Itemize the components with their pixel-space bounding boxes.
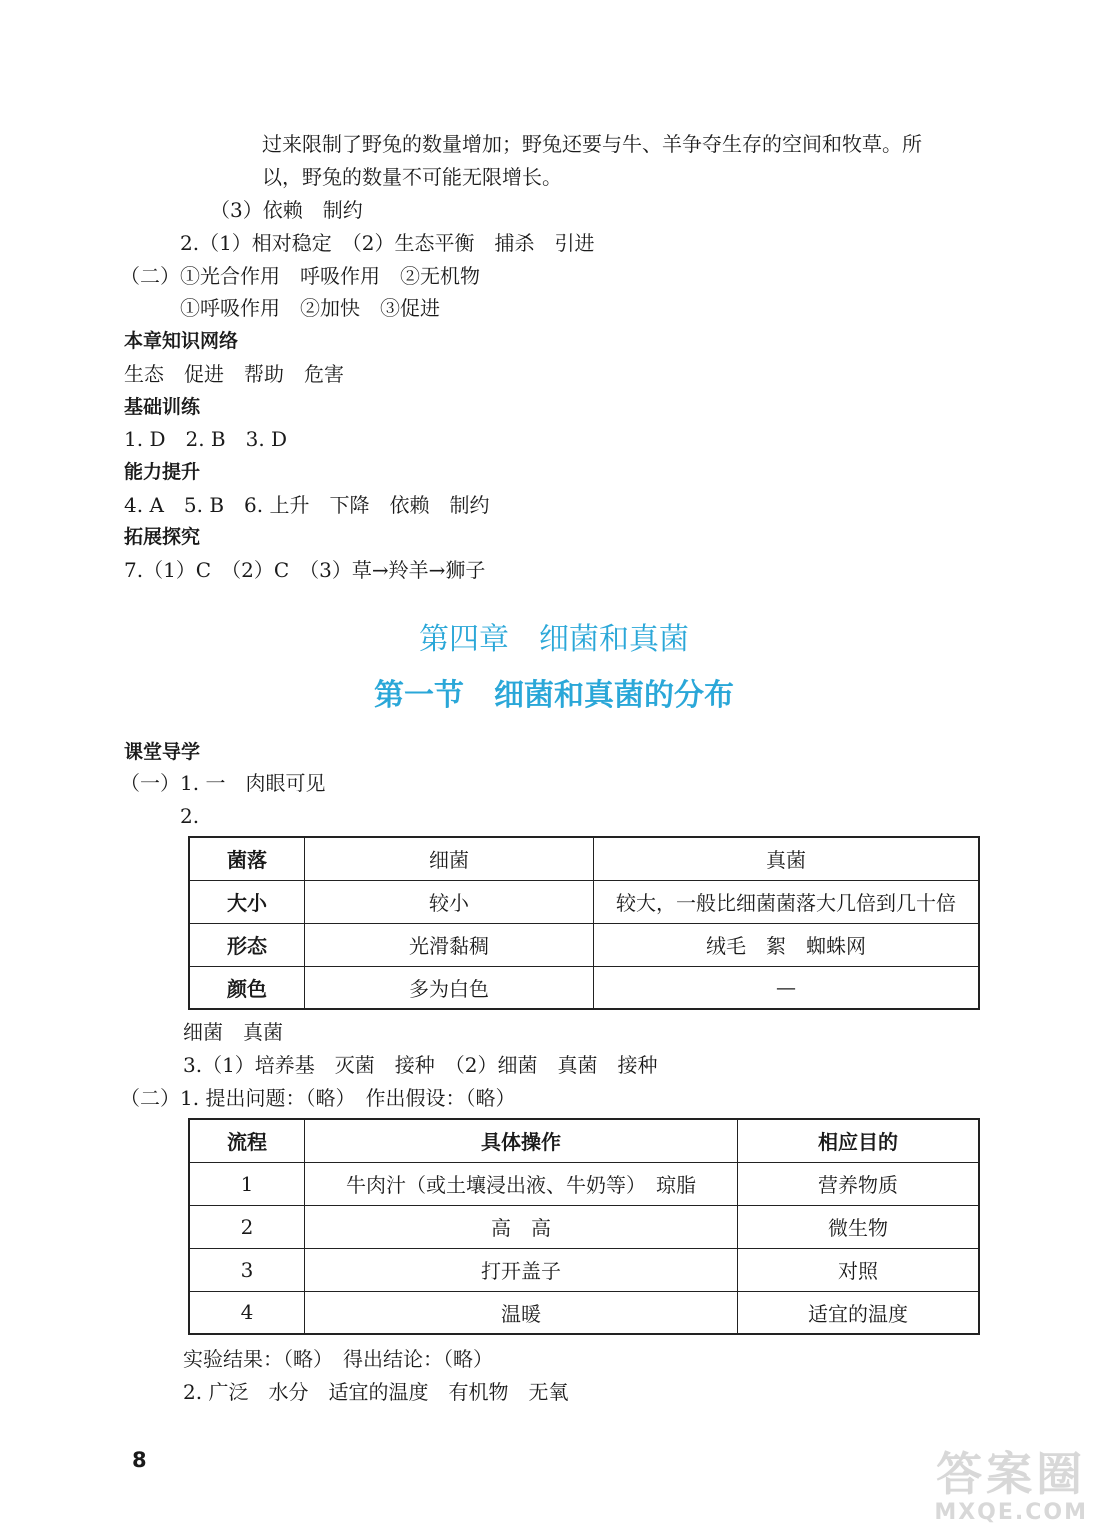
table-cell: 适宜的温度 [738, 1291, 980, 1334]
text-line: （二）①光合作用 呼吸作用 ②无机物 [120, 264, 480, 288]
table-row [189, 1248, 979, 1291]
table-cell: 2 [189, 1205, 305, 1248]
table-cell: 微生物 [738, 1205, 980, 1248]
text-line: （二）1. 提出问题：（略） 作出假设：（略） [120, 1086, 516, 1110]
table-cell: 形态 [189, 923, 305, 966]
table-header-cell: 流程 [189, 1119, 305, 1162]
table-cell: 打开盖子 [305, 1248, 738, 1291]
section-title: 第一节 细菌和真菌的分布 [374, 678, 734, 713]
text-line: 3.（1）培养基 灭菌 接种 （2）细菌 真菌 接种 [183, 1053, 658, 1077]
section-heading: 本章知识网络 [124, 330, 239, 352]
table-cell: 4 [189, 1291, 305, 1334]
colony-table [188, 836, 980, 1010]
table-row [189, 1205, 979, 1248]
page-number: 8 [132, 1448, 147, 1472]
table-cell: 颜色 [189, 966, 305, 1009]
table-header-cell: 细菌 [305, 837, 594, 880]
section-heading: 基础训练 [124, 396, 201, 418]
table-cell: 温暖 [305, 1291, 738, 1334]
text-line: 以，野兔的数量不可能无限增长。 [262, 165, 562, 189]
table-header-cell: 具体操作 [305, 1119, 738, 1162]
table-cell: 1 [189, 1162, 305, 1205]
text-line: 实验结果：（略） 得出结论：（略） [183, 1347, 493, 1371]
table-cell: 营养物质 [738, 1162, 980, 1205]
section-heading: 课堂导学 [124, 741, 201, 763]
text-line: 1. D 2. B 3. D [124, 427, 288, 451]
text-line: 过来限制了野兔的数量增加；野兔还要与牛、羊争夺生存的空间和牧草。所 [262, 132, 922, 156]
watermark-bottom: MXQE.COM [934, 1500, 1088, 1525]
watermark-top: 答案圈 [936, 1447, 1087, 1501]
text-line: ①呼吸作用 ②加快 ③促进 [180, 296, 440, 320]
chapter-title: 第四章 细菌和真菌 [419, 622, 689, 657]
text-line: 2. 广泛 水分 适宜的温度 有机物 无氧 [183, 1380, 569, 1404]
section-heading: 拓展探究 [124, 526, 201, 548]
table-header-cell: 真菌 [594, 837, 980, 880]
text-line: （一）1. 一 肉眼可见 [120, 771, 326, 795]
table-header-cell: 菌落 [189, 837, 305, 880]
watermark-logo [934, 1448, 1088, 1526]
table-row [189, 880, 979, 923]
text-line: 生态 促进 帮助 危害 [124, 362, 344, 386]
table-cell: 较大，一般比细菌菌落大几倍到几十倍 [594, 880, 980, 923]
text-line: （3）依赖 制约 [210, 198, 363, 222]
table-header-cell: 相应目的 [738, 1119, 980, 1162]
table-cell: 3 [189, 1248, 305, 1291]
text-line: 2.（1）相对稳定 （2）生态平衡 捕杀 引进 [180, 231, 595, 255]
table-cell: 大小 [189, 880, 305, 923]
text-line: 细菌 真菌 [183, 1020, 283, 1044]
table-row [189, 923, 979, 966]
table-cell: 绒毛 絮 蜘蛛网 [594, 923, 980, 966]
table-cell: 较小 [305, 880, 594, 923]
experiment-table [188, 1118, 980, 1335]
table-cell: 光滑黏稠 [305, 923, 594, 966]
table-cell: 牛肉汁（或土壤浸出液、牛奶等） 琼脂 [305, 1162, 738, 1205]
table-cell: 多为白色 [305, 966, 594, 1009]
section-heading: 能力提升 [124, 461, 201, 483]
table-row [189, 1162, 979, 1205]
table-row [189, 966, 979, 1009]
table-row [189, 1291, 979, 1334]
text-line: 4. A 5. B 6. 上升 下降 依赖 制约 [124, 493, 490, 517]
text-line: 2. [180, 804, 200, 828]
table-cell: — [594, 966, 980, 1009]
table-cell: 高 高 [305, 1205, 738, 1248]
text-line: 7.（1）C （2）C （3）草→羚羊→狮子 [124, 558, 486, 582]
table-cell: 对照 [738, 1248, 980, 1291]
